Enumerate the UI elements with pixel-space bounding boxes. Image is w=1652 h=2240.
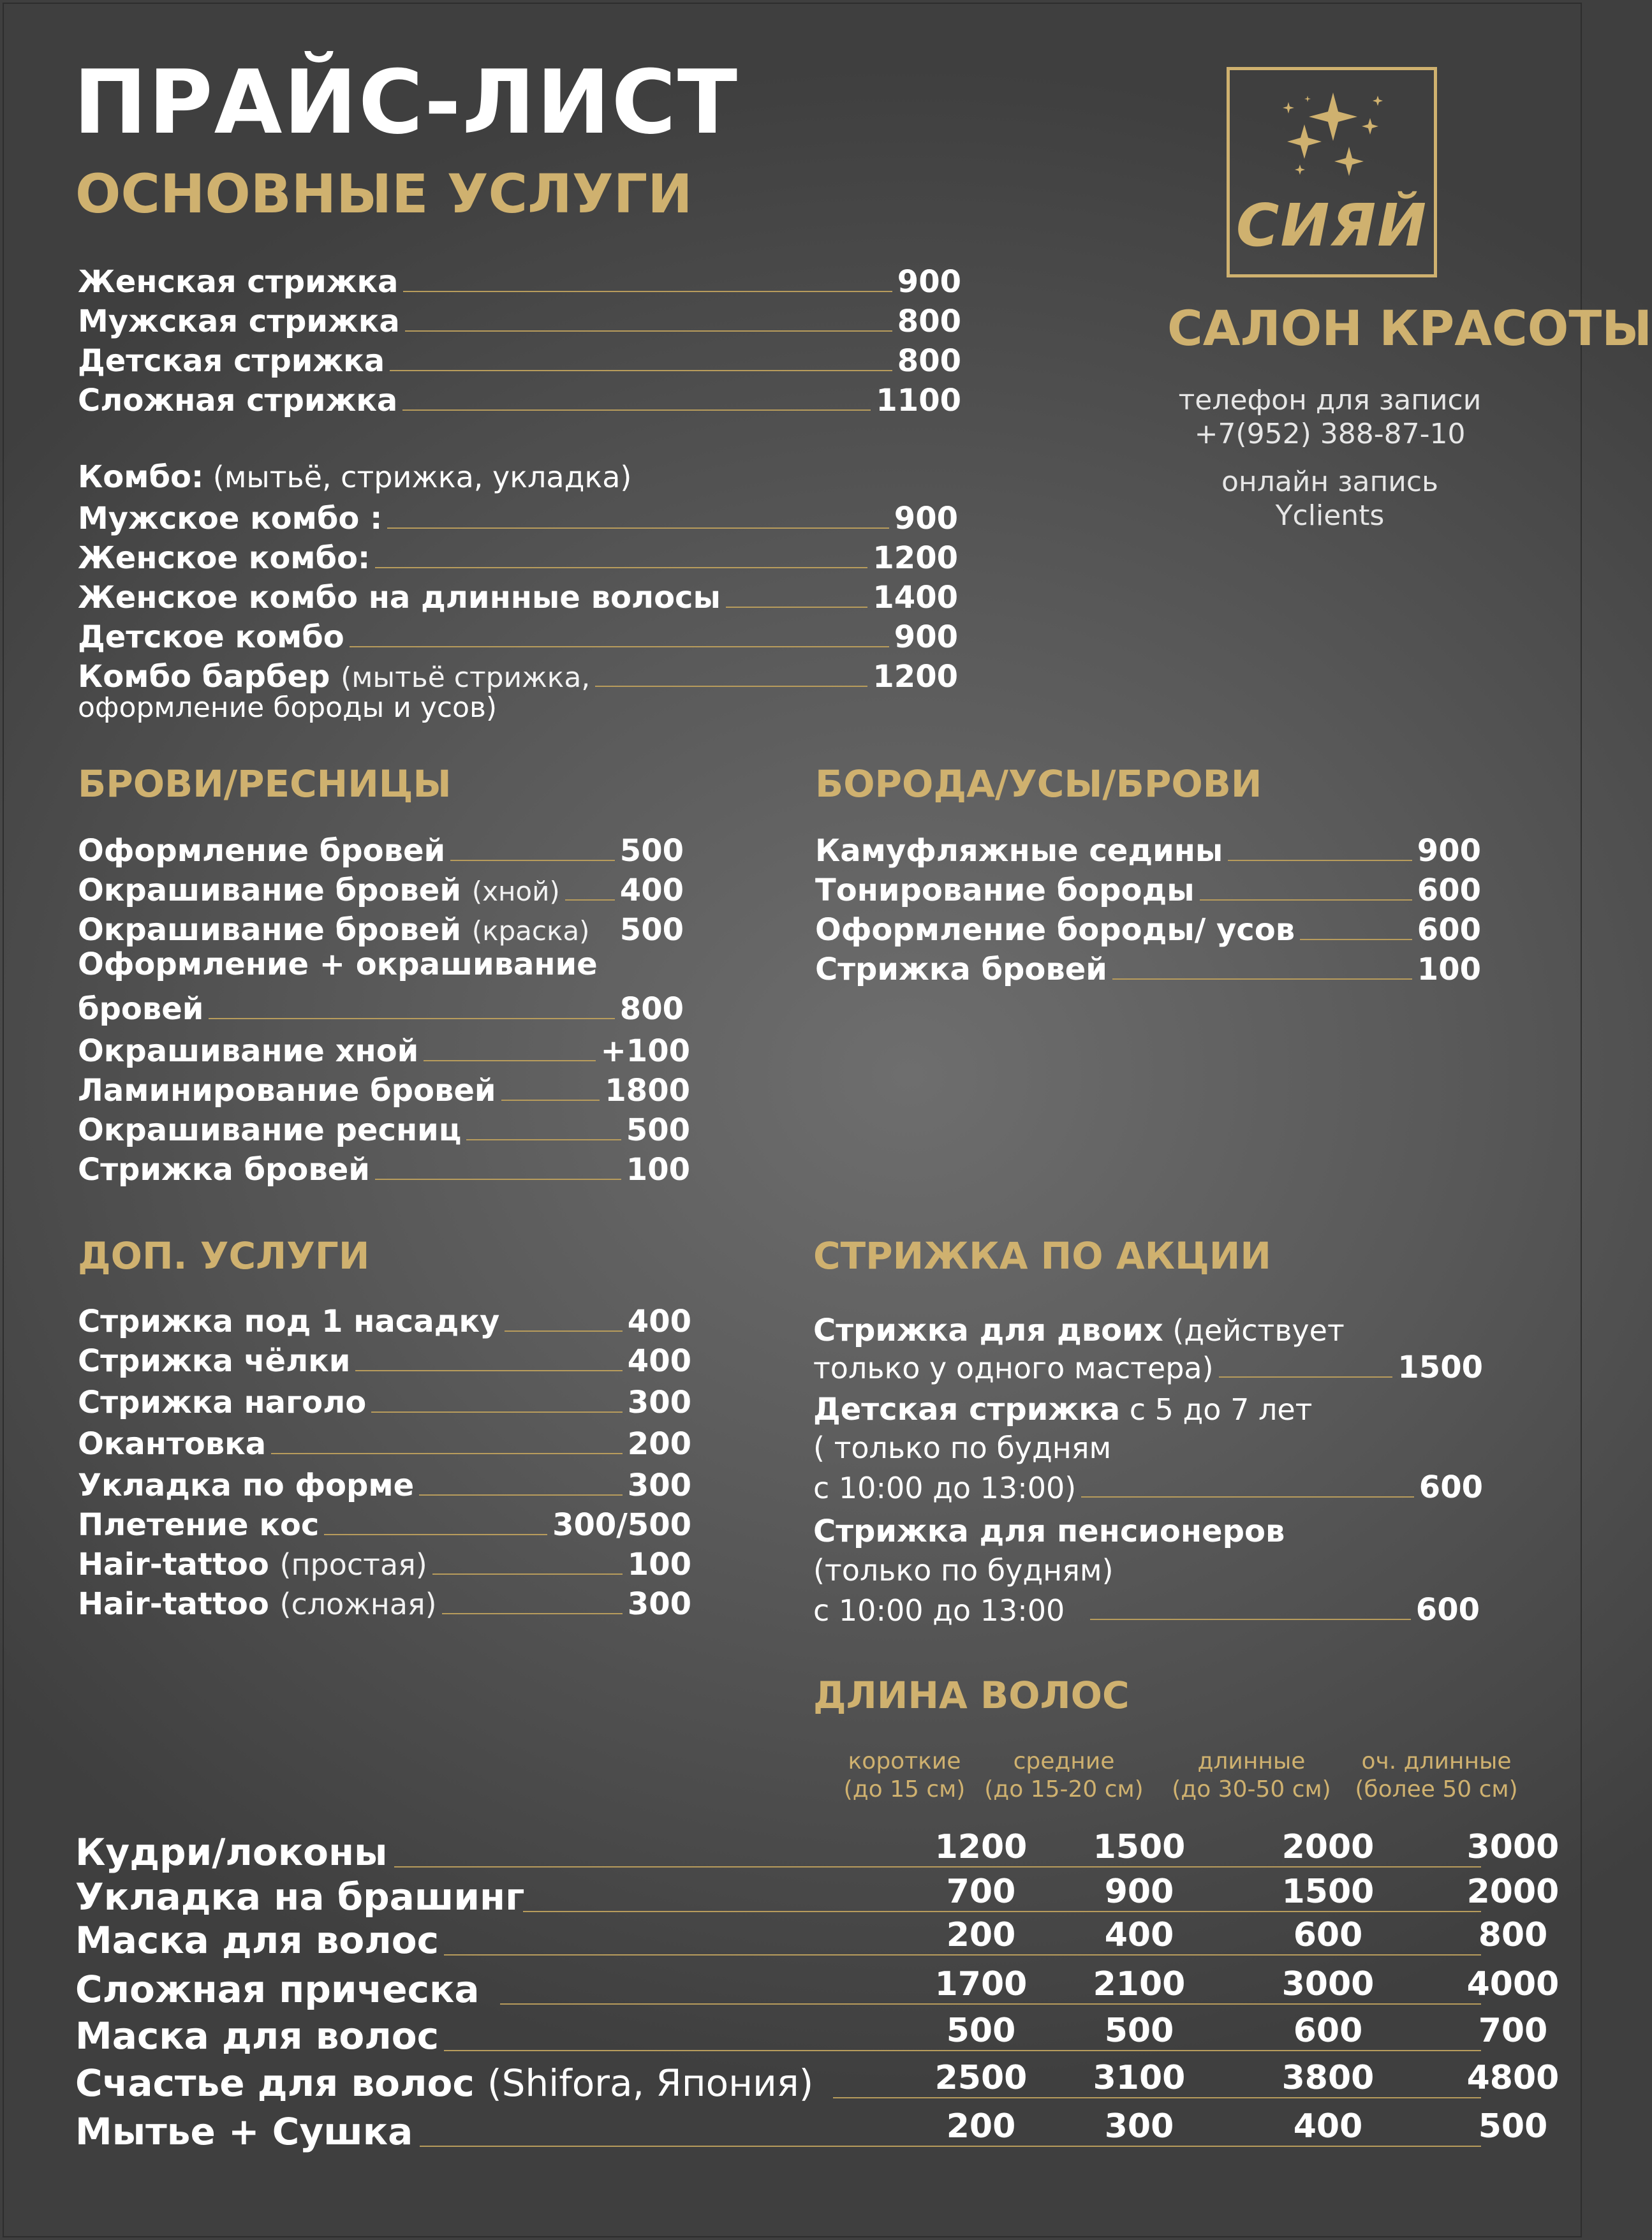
cell-short: 1700	[934, 1965, 1028, 2003]
service-price: 900	[894, 501, 958, 536]
cell-medium: 3100	[1093, 2059, 1186, 2097]
online-service[interactable]: Yclients	[1275, 499, 1385, 532]
table-row	[75, 2012, 1548, 2060]
service-name: Оформление бровей	[78, 833, 446, 869]
combo-note: (мытьё, стрижка, укладка)	[212, 460, 632, 494]
service-name: Окрашивание хной	[78, 1033, 419, 1069]
column-header-long	[1162, 1748, 1341, 1804]
service-price: 300/500	[552, 1507, 691, 1543]
brows-combo-line1: Оформление + окрашивание	[78, 947, 598, 982]
service-price: 900	[894, 619, 958, 655]
service-name: Женская стрижка	[78, 264, 399, 300]
sparkles-icon	[1269, 83, 1397, 191]
table-row	[75, 2107, 1548, 2156]
service-name: Ламинирование бровей	[78, 1073, 496, 1109]
service-name: Камуфляжные седины	[815, 833, 1223, 869]
row-name-text: Счастье для волос	[75, 2061, 475, 2105]
barber-name: Комбо барбер	[78, 659, 330, 695]
extra-title: ДОП. УСЛУГИ	[78, 1234, 370, 1278]
price-row	[78, 1148, 690, 1188]
table-row	[75, 1873, 1560, 1921]
service-name: Стрижка бровей	[78, 1152, 370, 1188]
service-name-text: Hair-tattoo	[78, 1547, 269, 1582]
cell-long: 1500	[1281, 1873, 1375, 1911]
beard-title: БОРОДА/УСЫ/БРОВИ	[815, 762, 1262, 806]
price-row	[78, 1069, 690, 1109]
cell-long: 2000	[1281, 1828, 1375, 1866]
barber-note: (мытьё стрижка,	[341, 661, 591, 694]
service-price: 800	[619, 991, 684, 1027]
price-row	[78, 1582, 691, 1622]
price-row	[78, 869, 684, 908]
service-price: 1200	[873, 659, 958, 695]
column-header-medium	[975, 1748, 1153, 1804]
cell-medium: 400	[1104, 1916, 1174, 1954]
hair-length-title: ДЛИНА ВОЛОС	[813, 1674, 1130, 1717]
service-name: Стрижка чёлки	[78, 1343, 351, 1379]
cell-medium: 2100	[1093, 1965, 1186, 2003]
service-name: Стрижка наголо	[78, 1385, 367, 1420]
price-row	[815, 829, 1481, 869]
price-row	[78, 1300, 691, 1339]
cell-very-long: 800	[1478, 1916, 1548, 1954]
price-row	[813, 1346, 1483, 1385]
cell-very-long: 4000	[1466, 1965, 1560, 2003]
price-row	[78, 829, 684, 869]
service-name: Детская стрижка	[78, 343, 385, 379]
service-price: 600	[1417, 912, 1481, 948]
promo-pair-note1: (действует	[1172, 1313, 1345, 1348]
column-sub: (до 30-50 см)	[1172, 1776, 1331, 1802]
service-price: 800	[897, 343, 961, 379]
service-price: 600	[1419, 1470, 1483, 1505]
promo-pair-line1	[813, 1313, 1345, 1348]
column-header-short	[815, 1748, 994, 1804]
service-price: 400	[619, 873, 684, 908]
row-name: Сложная прическа	[75, 1968, 480, 2011]
barber-note-2: оформление бороды и усов)	[78, 691, 498, 724]
price-row	[78, 908, 684, 948]
service-name	[78, 873, 560, 908]
row-name: Мытье + Сушка	[75, 2110, 413, 2153]
price-row	[78, 497, 958, 536]
price-row	[815, 948, 1481, 987]
phone-label: телефон для записи	[1178, 384, 1482, 416]
service-name: Тонирование бороды	[815, 873, 1195, 908]
column-label: оч. длинные	[1361, 1748, 1512, 1774]
column-sub: (до 15 см)	[843, 1776, 966, 1802]
price-row	[78, 987, 684, 1027]
price-row	[78, 339, 961, 379]
cell-very-long: 4800	[1466, 2059, 1560, 2097]
service-name: Мужская стрижка	[78, 304, 400, 339]
service-price: 1100	[876, 383, 961, 418]
service-price: 600	[1415, 1592, 1480, 1628]
service-note: (простая)	[279, 1547, 427, 1582]
price-row	[813, 1466, 1483, 1505]
salon-name: САЛОН КРАСОТЫ	[1167, 300, 1652, 357]
service-price: 500	[626, 1112, 690, 1148]
page-title: ПРАЙС-ЛИСТ	[73, 51, 739, 154]
promo-kids-line1	[813, 1392, 1312, 1427]
column-label: средние	[1013, 1748, 1115, 1774]
service-note: (краска)	[471, 915, 590, 947]
table-row	[75, 1828, 1560, 1876]
row-name: Укладка на брашинг	[75, 1875, 525, 1919]
cell-medium: 500	[1104, 2012, 1174, 2050]
cell-very-long: 3000	[1466, 1828, 1560, 1866]
cell-short: 200	[946, 2107, 1016, 2146]
cell-medium: 300	[1104, 2107, 1174, 2146]
online-label: онлайн запись	[1221, 466, 1438, 498]
service-note: (хной)	[471, 876, 560, 907]
service-price: 300	[627, 1586, 691, 1622]
service-name-text: Окрашивание бровей	[78, 873, 461, 908]
service-name: Плетение кос	[78, 1507, 320, 1543]
promo-pension-name: Стрижка для пенсионеров	[813, 1514, 1285, 1549]
row-name: Маска для волос	[75, 1919, 439, 1962]
promo-pension-note2: с 10:00 до 13:00	[813, 1593, 1065, 1628]
service-price: 400	[627, 1343, 691, 1379]
service-name	[78, 1547, 427, 1582]
cell-short: 2500	[934, 2059, 1028, 2097]
column-label: длинные	[1197, 1748, 1306, 1774]
service-price: 300	[627, 1468, 691, 1503]
price-row	[78, 576, 958, 615]
column-header-very-long	[1347, 1748, 1526, 1804]
service-name: Оформление бороды/ усов	[815, 912, 1295, 948]
service-name: Мужское комбо :	[78, 501, 383, 536]
service-name: Укладка по форме	[78, 1468, 415, 1503]
phone-number[interactable]: +7(952) 388-87-10	[1194, 418, 1466, 450]
promo-kids-note2: ( только по будням	[813, 1431, 1112, 1465]
price-row	[78, 1503, 691, 1543]
service-price: 400	[627, 1304, 691, 1339]
service-name: Стрижка бровей	[815, 952, 1107, 987]
promo-pension-note1: (только по будням)	[813, 1553, 1114, 1588]
promo-kids-name: Детская стрижка	[813, 1392, 1121, 1427]
price-row	[78, 615, 958, 655]
service-price: 200	[627, 1426, 691, 1462]
cell-long: 600	[1293, 2012, 1363, 2050]
price-row	[78, 1464, 691, 1503]
cell-very-long: 700	[1478, 2012, 1548, 2050]
service-price: 500	[619, 833, 684, 869]
service-price: 600	[1417, 873, 1481, 908]
promo-title: СТРИЖКА ПО АКЦИИ	[813, 1234, 1271, 1278]
promo-pair-name: Стрижка для двоих	[813, 1313, 1163, 1348]
logo-word: СИЯЙ	[1235, 191, 1428, 260]
price-row	[78, 1109, 690, 1148]
service-price: 100	[627, 1547, 691, 1582]
table-row	[75, 1916, 1548, 1964]
price-row	[815, 869, 1481, 908]
cell-medium: 900	[1104, 1873, 1174, 1911]
service-price: 100	[626, 1152, 690, 1188]
service-name: Женское комбо на длинные волосы	[78, 580, 721, 615]
service-price: +100	[600, 1033, 690, 1069]
promo-kids-note1: с 5 до 7 лет	[1129, 1392, 1313, 1427]
row-name	[75, 2061, 813, 2105]
table-row	[75, 2059, 1560, 2107]
service-name: Окантовка	[78, 1426, 267, 1462]
service-note: (сложная)	[279, 1587, 437, 1621]
price-row	[813, 1588, 1480, 1628]
cell-very-long: 2000	[1466, 1873, 1560, 1911]
service-price: 1400	[873, 580, 958, 615]
column-sub: (до 15-20 см)	[984, 1776, 1144, 1802]
service-price: 1800	[605, 1073, 690, 1109]
row-note: (Shifora, Япония)	[487, 2061, 814, 2105]
price-row	[815, 908, 1481, 948]
service-price: 900	[897, 264, 961, 300]
service-name	[78, 1586, 437, 1622]
service-price: 900	[1417, 833, 1481, 869]
brows-title: БРОВИ/РЕСНИЦЫ	[78, 762, 452, 806]
row-name: Маска для волос	[75, 2014, 439, 2058]
service-price: 300	[627, 1385, 691, 1420]
service-name: Стрижка под 1 насадку	[78, 1304, 500, 1339]
price-row	[78, 1381, 691, 1420]
service-price: 1500	[1398, 1350, 1483, 1385]
price-row	[78, 655, 958, 695]
cell-short: 500	[946, 2012, 1016, 2050]
service-price: 500	[619, 912, 684, 948]
row-name: Кудри/локоны	[75, 1831, 388, 1874]
promo-kids-note3: с 10:00 до 13:00)	[813, 1471, 1077, 1505]
service-price: 100	[1417, 952, 1481, 987]
price-row	[78, 379, 961, 418]
column-sub: (более 50 см)	[1355, 1776, 1518, 1802]
service-name-text: Окрашивание бровей	[78, 912, 461, 948]
column-label: короткие	[848, 1748, 961, 1774]
cell-long: 600	[1293, 1916, 1363, 1954]
service-name	[78, 912, 589, 948]
main-services-title: ОСНОВНЫЕ УСЛУГИ	[75, 163, 693, 225]
service-price: 800	[897, 304, 961, 339]
service-name: бровей	[78, 991, 204, 1027]
price-row	[78, 1029, 690, 1069]
cell-short: 1200	[934, 1828, 1028, 1866]
cell-long: 400	[1293, 2107, 1363, 2146]
price-row	[78, 300, 961, 339]
cell-medium: 1500	[1093, 1828, 1186, 1866]
price-row	[78, 1543, 691, 1582]
service-name: Женское комбо:	[78, 540, 371, 576]
combo-label: Комбо:	[78, 459, 204, 495]
cell-short: 700	[946, 1873, 1016, 1911]
service-name: Детское комбо	[78, 619, 344, 655]
cell-long: 3000	[1281, 1965, 1375, 2003]
cell-very-long: 500	[1478, 2107, 1548, 2146]
price-row	[78, 536, 958, 576]
service-name	[78, 659, 590, 695]
cell-long: 3800	[1281, 2059, 1375, 2097]
service-name: Окрашивание ресниц	[78, 1112, 462, 1148]
table-row	[75, 1965, 1560, 2014]
price-row	[78, 260, 961, 300]
service-price: 1200	[873, 540, 958, 576]
cell-short: 200	[946, 1916, 1016, 1954]
service-name: Сложная стрижка	[78, 383, 398, 418]
price-row	[78, 1339, 691, 1379]
service-name-text: Hair-tattoo	[78, 1586, 269, 1622]
promo-pair-note2: только у одного мастера)	[813, 1351, 1214, 1385]
price-row	[78, 1422, 691, 1462]
combo-heading	[78, 459, 631, 495]
